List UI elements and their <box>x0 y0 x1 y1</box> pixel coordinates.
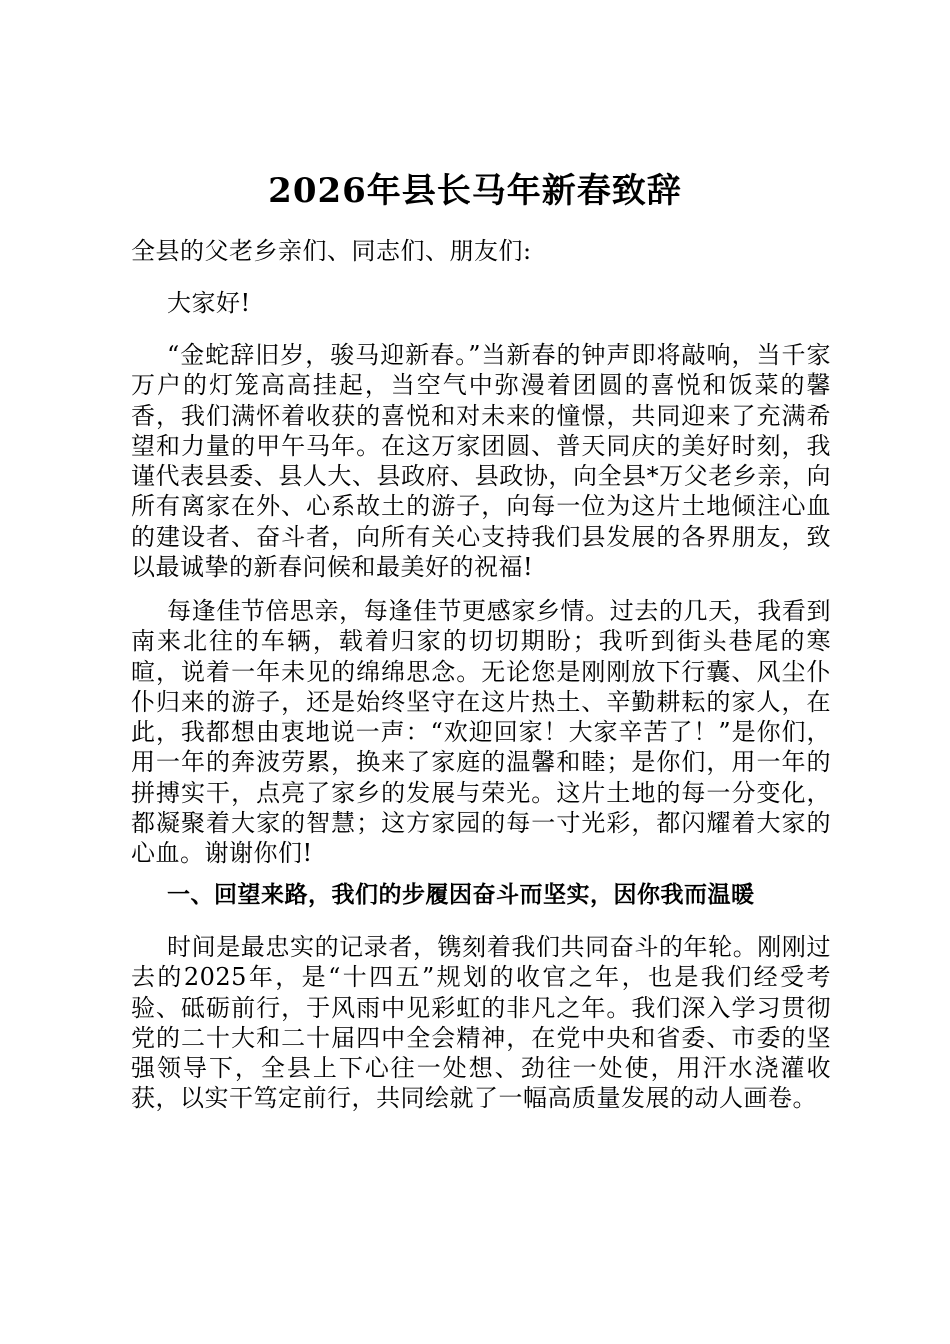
paragraph-review: 时间是最忠实的记录者，镌刻着我们共同奋斗的年轮。刚刚过去的2025年，是“十四五”规划的收官之年，也是我们经受考验、砥砺前行，于风雨中见彩虹的非凡之年。我们深入学习贯彻党的二十大和二十届四中全会精神，在党中央和省委、市委的坚强领导下，全县上下心往一处想、劲往一处使，用汗水浇灌收获，以实干笃定前行，共同绘就了一幅高质量发展的动人画卷。 <box>131 933 831 1113</box>
section-heading: 一、回望来路，我们的步履因奋斗而坚实，因你我而温暖 <box>167 882 755 908</box>
paragraph-new-year-greeting: “金蛇辞旧岁，骏马迎新春。”当新春的钟声即将敲响，当千家万户的灯笼高高挂起，当空气中弥漫着团圆的喜悦和饭菜的馨香，我们满怀着收获的喜悦和对未来的憧憬，共同迎来了充满希望和力量的甲午马年。在这万家团圆、普天同庆的美好时刻，我谨代表县委、县人大、县政府、县政协，向全县*万父老乡亲，向所有离家在外、心系故土的游子，向每一位为这片土地倾注心血的建设者、奋斗者，向所有关心支持我们县发展的各界朋友，致以最诚挚的新春问候和最美好的祝福! <box>131 341 831 582</box>
salutation: 全县的父老乡亲们、同志们、朋友们: <box>131 237 532 265</box>
paragraph-homecoming: 每逢佳节倍思亲，每逢佳节更感家乡情。过去的几天，我看到南来北往的车辆，载着归家的切切期盼；我听到街头巷尾的寒暄，说着一年未见的绵绵思念。无论您是刚刚放下行囊、风尘仆仆归来的游子，还是始终坚守在这片热土、辛勤耕耘的家人，在此，我都想由衷地说一声：“欢迎回家！大家辛苦了！”是你们，用一年的奔波劳累，换来了家庭的温馨和睦；是你们，用一年的拼搏实干，点亮了家乡的发展与荣光。这片土地的每一分变化，都凝聚着大家的智慧；这方家园的每一寸光彩，都闪耀着大家的心血。谢谢你们! <box>131 597 831 868</box>
greeting: 大家好! <box>167 289 251 317</box>
document-title: 2026年县长马年新春致辞 <box>268 171 682 211</box>
